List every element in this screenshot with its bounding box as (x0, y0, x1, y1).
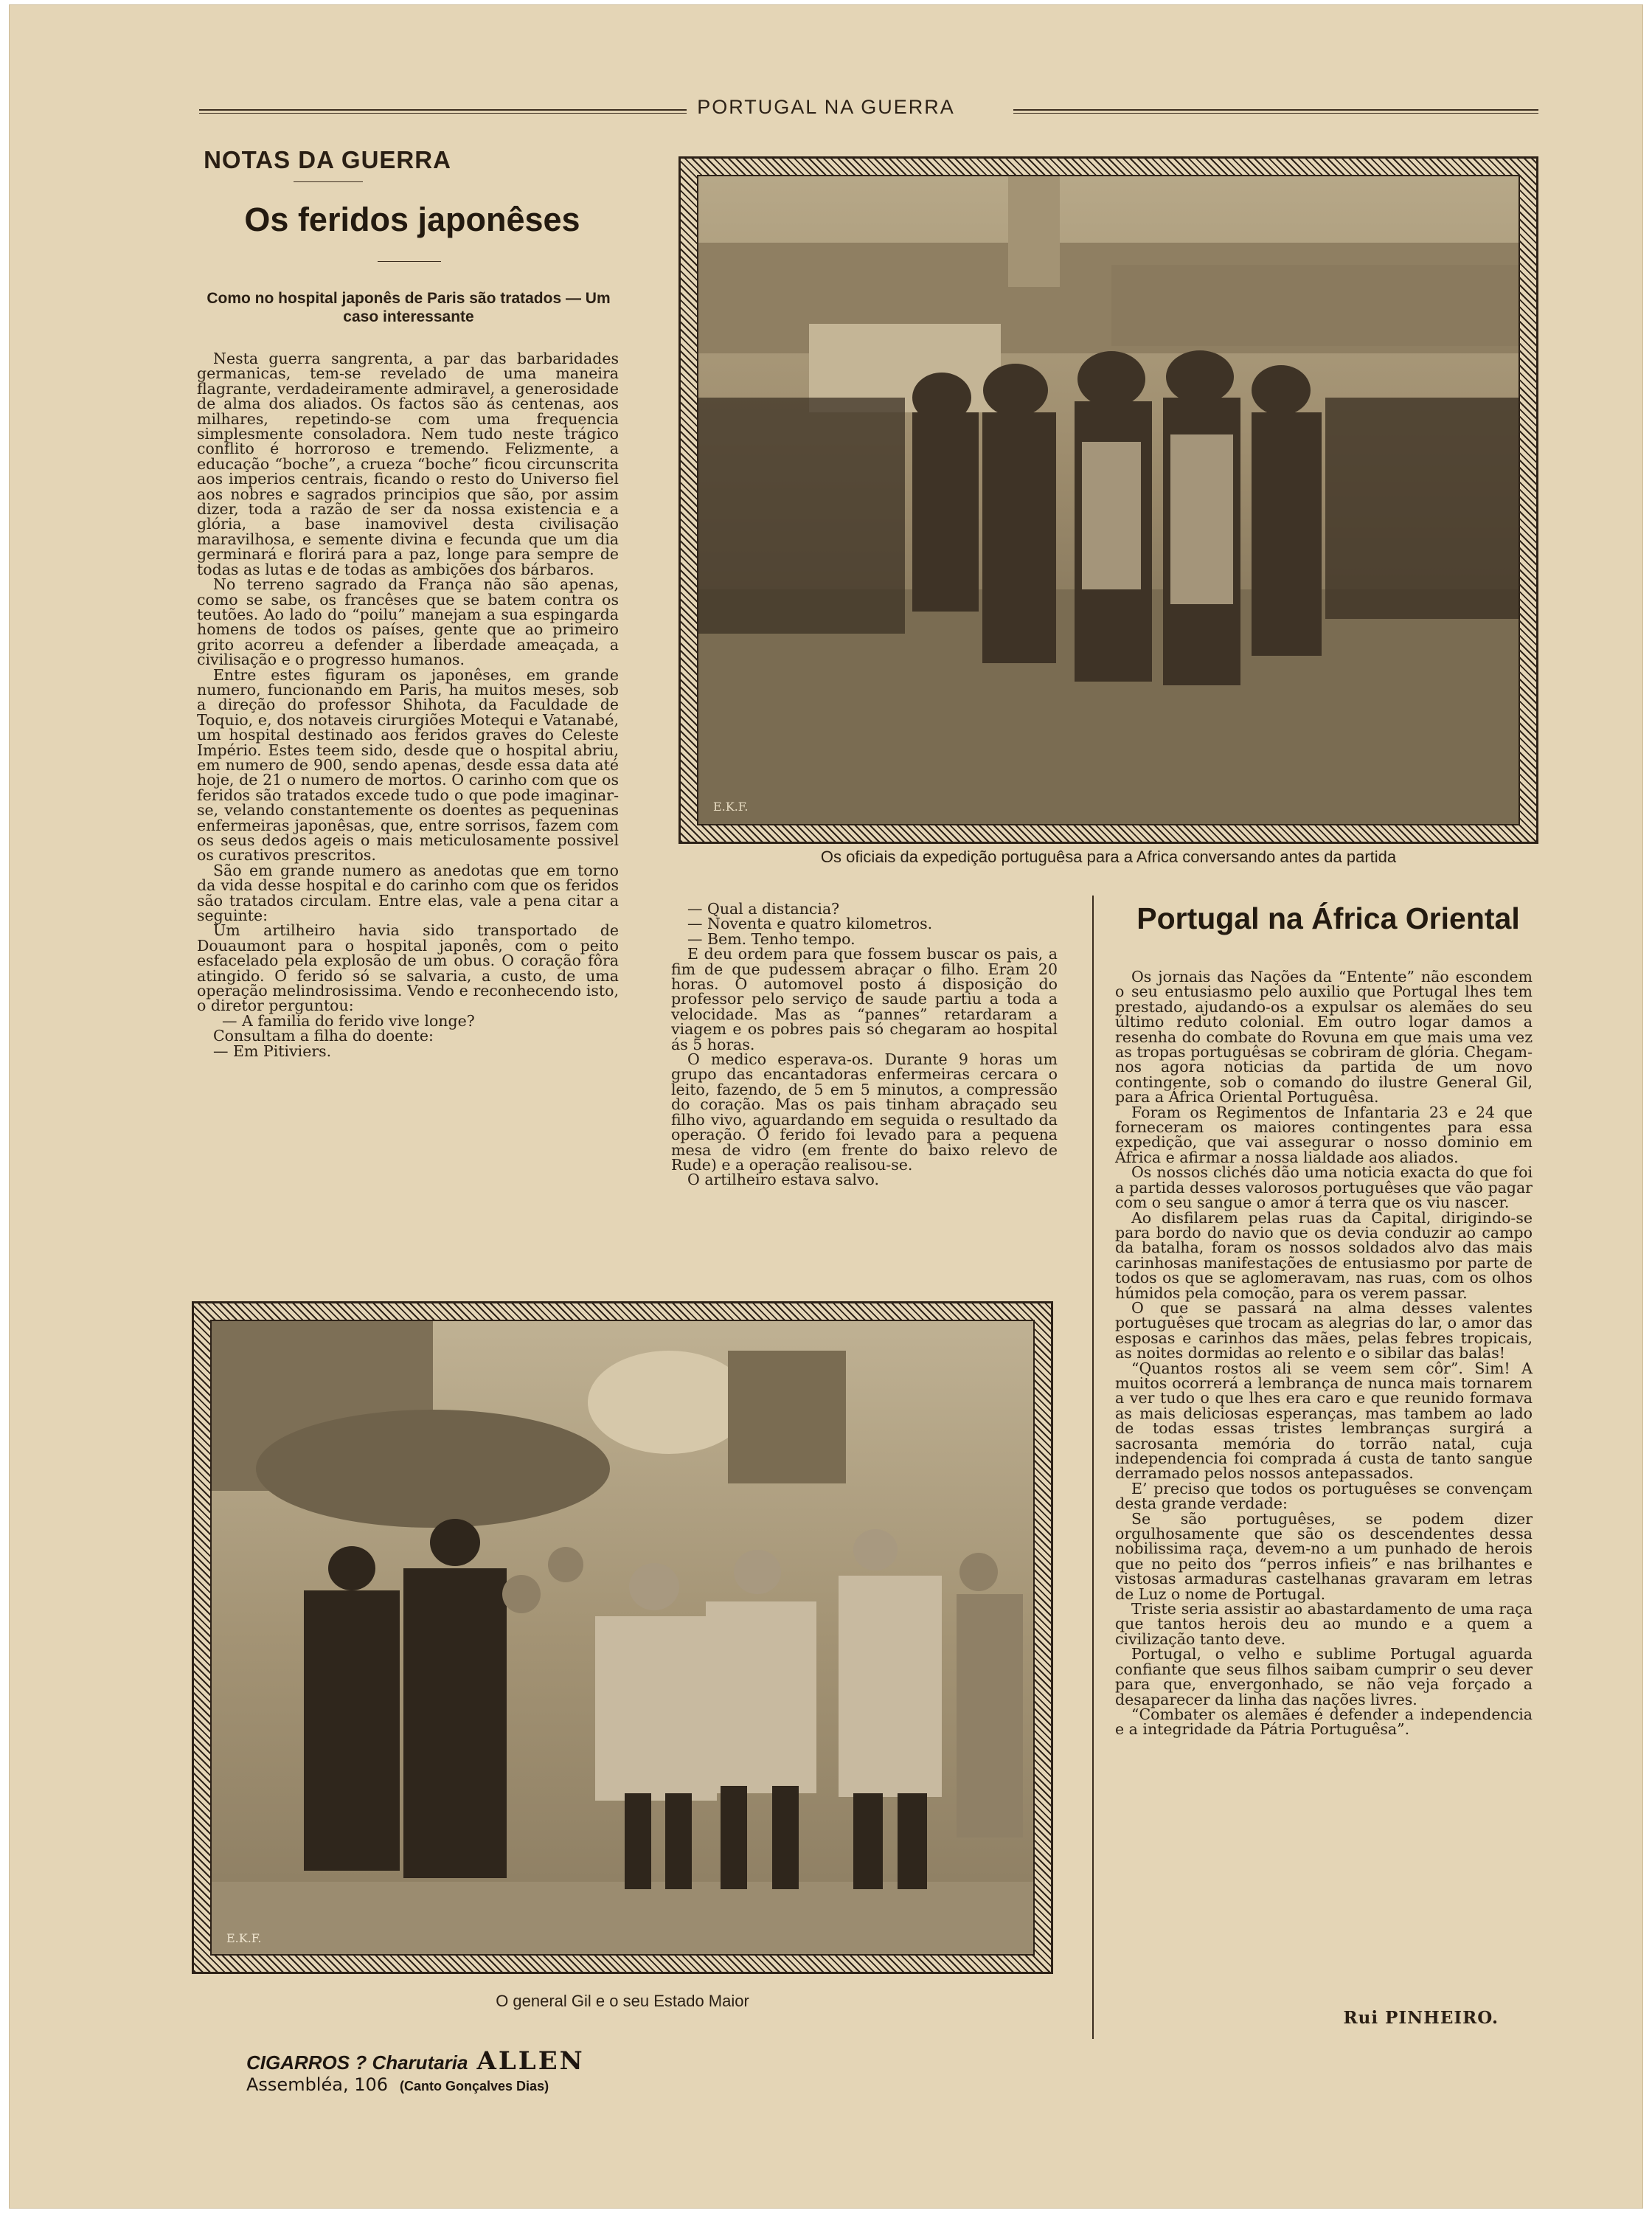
photo1-image (697, 175, 1520, 825)
article2-paragraph: E’ preciso que todos os portuguêses se convençam desta grande verdade: (1115, 1479, 1533, 1513)
running-head-text: PORTUGAL NA GUERRA (687, 96, 965, 118)
article2-paragraph: Foram os Regimentos de Infantaria 23 e 24 que forneceram os maiores contingentes para essa expedição, que vai assegurar o nosso dominio em África e afirmar a nossa lialdade aos aliados. (1115, 1103, 1533, 1166)
dialogue-line: — Qual a distancia? (687, 900, 840, 918)
article2-paragraph: “Quantos rostos ali se veem sem côr”. Sim! A muitos ocorrerá a lembrança de nunca mais tornarem a ver tudo o que lhes era caro e que reunido formava as mais deliciosas esperanças, mas tambem ao lado de todas essas tristes lembranças surgirá a sacrosanta memória do torrão natal, cuja independencia foi comprada á custa de tanto sangue derramado pelos nossos antepassados. (1115, 1359, 1533, 1483)
article1-paragraph: Consultam a filha do doente: (213, 1027, 434, 1045)
advert-shop: CIGARROS ? Charutaria (246, 2051, 468, 2074)
advert-line1 (246, 2046, 585, 2076)
officers-photo (698, 176, 1520, 825)
article1-paragraph: Um artilheiro havia sido transportado de Douaumont para o hospital japonês, com o peito esfacelado pela explosão de um obus. O coração fôra atingido. O ferido só se salvaria, a custo, de uma operação melindrosissima. Vendo e reconhecendo isto, o diretor perguntou: (197, 921, 619, 1015)
photo1-credit: E.K.F. (713, 800, 749, 814)
article1-subhead: Como no hospital japonês de Paris são tratados — Um caso interessante (206, 290, 611, 325)
article2-paragraph: Os nossos clichés dão uma noticia exacta do que foi a partida desses valorosos portuguêses que vão pagar com o seu sangue o amor á terra que os viu nascer. (1115, 1163, 1533, 1212)
dialogue-line: — Noventa e quatro kilometros. (687, 915, 933, 933)
article2-paragraph: Triste seria assistir ao abastardamento de uma raça que tantos herois deu ao mundo e a quem a civilização tanto deve. (1115, 1600, 1533, 1648)
dialogue-line: — Bem. Tenho tempo. (687, 929, 856, 948)
article1-continuation (671, 901, 1058, 1188)
article2-title: Portugal na África Oriental (1136, 901, 1520, 935)
photo1-frame (678, 156, 1538, 844)
article1-paragraph: O medico esperava-os. Durante 9 horas um grupo das encantadoras enfermeiras cercara o leito, fazendo, de 5 em 5 minutos, a compressão do coração. Mas os pais tinham abraçado seu filho vivo, aguardando em seguida o resultado da operação. O ferido foi levado para a pequena mesa de vidro (em frente do baixo relevo de Rude) e a operação realisou-se. (671, 1050, 1058, 1174)
photo2-image (210, 1320, 1035, 1956)
article2-paragraph: “Combater os alemães é defender a independencia e a integridade da Pátria Portuguêsa”. (1115, 1705, 1533, 1739)
running-head (9, 96, 1643, 119)
column-rule (1092, 896, 1094, 2039)
general-staff-photo (212, 1321, 1035, 1956)
article1-paragraph: São em grande numero as anedotas que em torno da vida desse hospital e do carinho com que os feridos são tratados circulam. Entre elas, vale a pena citar a seguinte: (197, 861, 619, 925)
article2-paragraph: Os jornais das Nações da “Entente” não escondem o seu entusiasmo pelo auxilio que Portugal lhes tem prestado, ajudando-os a expulsar os alemães do seu último reduto colonial. Em outro logar damos a resenha do combate do Rovuna em que mais uma vez as tropas portuguêsas se cobriram de glória. Chegam-nos agora noticias da partida de um novo contingente, sob o comando do ilustre General Gil, para a África Oriental Portuguêsa. (1115, 968, 1533, 1106)
title-rule (378, 261, 441, 262)
article1-paragraph: O artilheiro estava salvo. (687, 1171, 880, 1189)
article2-paragraph: O que se passará na alma desses valentes portuguêses que trocam as alegrias do lar, o amor das esposas e carinhos das mães, pelas febres tropicais, as noites dormidas ao relento e o sibilar das balas! (1115, 1298, 1533, 1362)
article2-paragraph: Portugal, o velho e sublime Portugal aguarda confiante que seus filhos saibam cumprir o seu dever para que, envergonhado, se não veja forçado a desaparecer da linha das nações livres. (1115, 1645, 1533, 1708)
article1-paragraph: No terreno sagrado da França não são apenas, como se sabe, os francêses que se batem contra os teutões. Ao lado do “poilu” manejam a sua espingarda homens de todos os países, gente que ao primeiro grito acorreu a defender a liberdade ameaçada, a civilisação e o progresso humanos. (197, 575, 619, 669)
article1-dialogue: — Em Pitiviers. (213, 1042, 332, 1060)
photo2-credit: E.K.F. (226, 1931, 262, 1945)
photo2-frame (192, 1301, 1053, 1974)
newspaper-page (9, 4, 1643, 2209)
advert-address: Assembléa, 106 (246, 2074, 389, 2095)
photo2-caption: O general Gil e o seu Estado Maior (496, 1992, 749, 2010)
article2-signature: Rui PINHEIRO. (1343, 2008, 1499, 2028)
article1-paragraph: E deu ordem para que fossem buscar os pais, a fim de que pudessem abraçar o filho. Eram 20 horas. O automovel posto á disposição do professor pelo serviço de saude partiu a toda a velocidade. Mas as “pannes” retardaram a viagem e os pobres pais só chegaram ao hospital ás 5 horas. (671, 945, 1058, 1053)
article2-paragraph: Se são portuguêses, se podem dizer orgulhosamente que são os descendentes dessa nobilissima raça, devem-no a um punhado de herois que no peito dos “perros infieis” e nas brilhantes e vistosas armaduras castelhanas gravaram em letras de Luz o nome de Portugal. (1115, 1509, 1533, 1603)
article2-paragraph: Ao disfilarem pelas ruas da Capital, dirigindo-se para bordo do navio que os devia conduzir ao campo da batalha, foram os nossos soldados alvo das mais carinhosas manifestações de entusiasmo por parte de todos os que se aglomeravam, nas ruas, com os olhos húmidos pela comoção, para os verem passar. (1115, 1208, 1533, 1302)
photo1-caption: Os oficiais da expedição portuguêsa para a Africa conversando antes da partida (820, 848, 1397, 866)
advert-brand: ALLEN (476, 2046, 585, 2076)
article1-body (197, 351, 619, 1059)
article1-dialogue: — A familia do ferido vive longe? (222, 1011, 475, 1030)
article2-body (1115, 969, 1533, 1737)
advert-location: (Canto Gonçalves Dias) (400, 2079, 549, 2093)
article1-paragraph: Entre estes figuram os japonêses, em grande numero, funcionando em Paris, ha muitos meses, sob a direção do professor Shihota, da Faculdade de Toquio, e, dos notaveis cirurgiões Motequi e Vatanabé, um hospital destinado aos feridos graves do Celeste Império. Estes teem sido, desde que o hospital abriu, em numero de 900, sendo apenas, desde essa data até hoje, de 21 o numero de mortos. O carinho com que os feridos são tratados excede tudo o que pode imaginar-se, velando constantemente os doentes as pequeninas enfermeiras japonêsas, que, entre sorrisos, fazem com os seus dedos ageis o mais meticulosamente possivel os curativos prescritos. (197, 665, 619, 865)
kicker-rule (294, 181, 363, 182)
advert-line2 (246, 2074, 549, 2095)
article1-title: Os feridos japonêses (244, 201, 580, 238)
article1-kicker: NOTAS DA GUERRA (204, 146, 451, 173)
article1-paragraph: Nesta guerra sangrenta, a par das barbaridades germanicas, tem-se revelado de uma maneira flagrante, verdadeiramente admiravel, a generosidade de alma dos aliados. Os factos são ás centenas, aos milhares, repetindo-se com uma frequencia simplesmente consoladora. Nem tudo neste trágico conflito é horroroso e tremendo. Felizmente, a educação “boche”, a crueza “boche” ficou circunscrita aos imperios centrais, ficando o resto do Universo fiel aos nobres e sagrados principios que são, por assim dizer, toda a razão de ser da nossa existencia e a glória, a base inamovivel desta civilisação maravilhosa, e semente divina e fecunda que um dia germinará e florirá para a paz, longe para sempre de todas as lutas e de todas as ambições dos bárbaros. (197, 350, 619, 578)
